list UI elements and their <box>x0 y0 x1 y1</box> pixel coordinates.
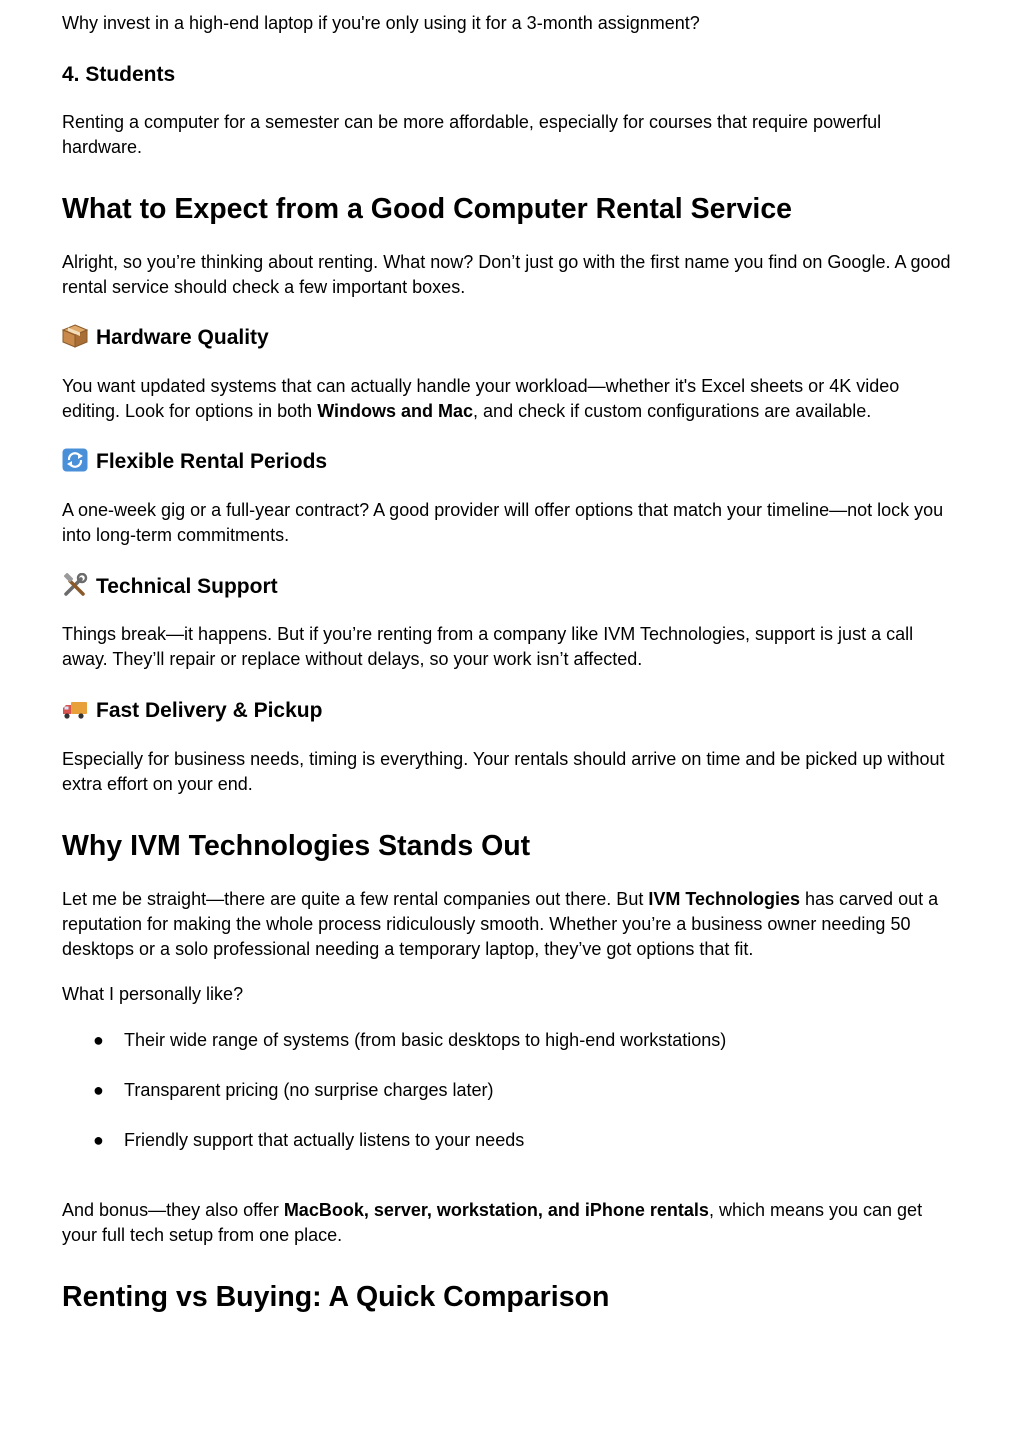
bullet-icon: ● <box>93 1030 104 1050</box>
ivm-heading: Why IVM Technologies Stands Out <box>62 830 531 862</box>
bullet-icon: ● <box>93 1080 104 1100</box>
expect-body: Alright, so you’re thinking about renting. What now? Don’t just go with the first name you find on Google. A good rental service should check a few important boxes. <box>62 252 951 297</box>
bonus-paragraph: And bonus—they also offer MacBook, server, workstation, and iPhone rentals, which means you can get your full tech setup from one place. <box>62 1200 923 1245</box>
students-body: Renting a computer for a semester can be more affordable, especially for courses that require powerful hardware. <box>62 112 882 157</box>
delivery-body: Especially for business needs, timing is everything. Your rentals should arrive on time and be picked up without extra effort on your end. <box>62 749 945 794</box>
tools-icon <box>62 573 90 597</box>
expect-heading: What to Expect from a Good Computer Rental Service <box>62 193 793 225</box>
delivery-heading-text: Fast Delivery & Pickup <box>96 699 323 722</box>
ivm-technologies-bold: IVM Technologies <box>648 889 801 909</box>
windows-mac-bold: Windows and Mac <box>317 401 474 421</box>
delivery-heading <box>62 697 962 725</box>
ivm-body: Let me be straight—there are quite a few rental companies out there. But IVM Technologies has carved out a reputation for making the whole process ridiculously smooth. Whether you’re a business owner needing 50 desktops or a solo professional needing a temporary laptop, they’ve got options that fit. <box>62 889 939 959</box>
flexible-heading <box>62 448 962 476</box>
like-intro: What I personally like? <box>62 984 244 1004</box>
package-icon <box>62 324 90 348</box>
flexible-body: A one-week gig or a full-year contract? A good provider will offer options that match your timeline—not lock you into long-term commitments. <box>62 500 944 545</box>
arrows-cycle-icon <box>62 448 90 472</box>
hardware-heading-text: Hardware Quality <box>96 326 269 349</box>
delivery-truck-icon <box>62 697 90 721</box>
intro-line: Why invest in a high-end laptop if you're only using it for a 3-month assignment? <box>62 13 700 33</box>
flexible-heading-text: Flexible Rental Periods <box>96 450 328 473</box>
hardware-heading <box>62 324 962 352</box>
support-heading-text: Technical Support <box>96 575 278 598</box>
support-body: Things break—it happens. But if you’re renting from a company like IVM Technologies, support is just a call away. They’ll repair or replace without delays, so your work isn’t affected. <box>62 624 914 669</box>
support-heading <box>62 573 962 601</box>
hardware-body: You want updated systems that can actually handle your workload—whether it's Excel sheets or 4K video editing. Look for options in both Windows and Mac, and check if custom configurations are available. <box>62 376 900 421</box>
comparison-heading: Renting vs Buying: A Quick Comparison <box>62 1281 610 1313</box>
bullet-icon: ● <box>93 1130 104 1150</box>
rentals-bold: MacBook, server, workstation, and iPhone rentals <box>283 1200 709 1220</box>
students-heading: 4. Students <box>62 63 176 86</box>
